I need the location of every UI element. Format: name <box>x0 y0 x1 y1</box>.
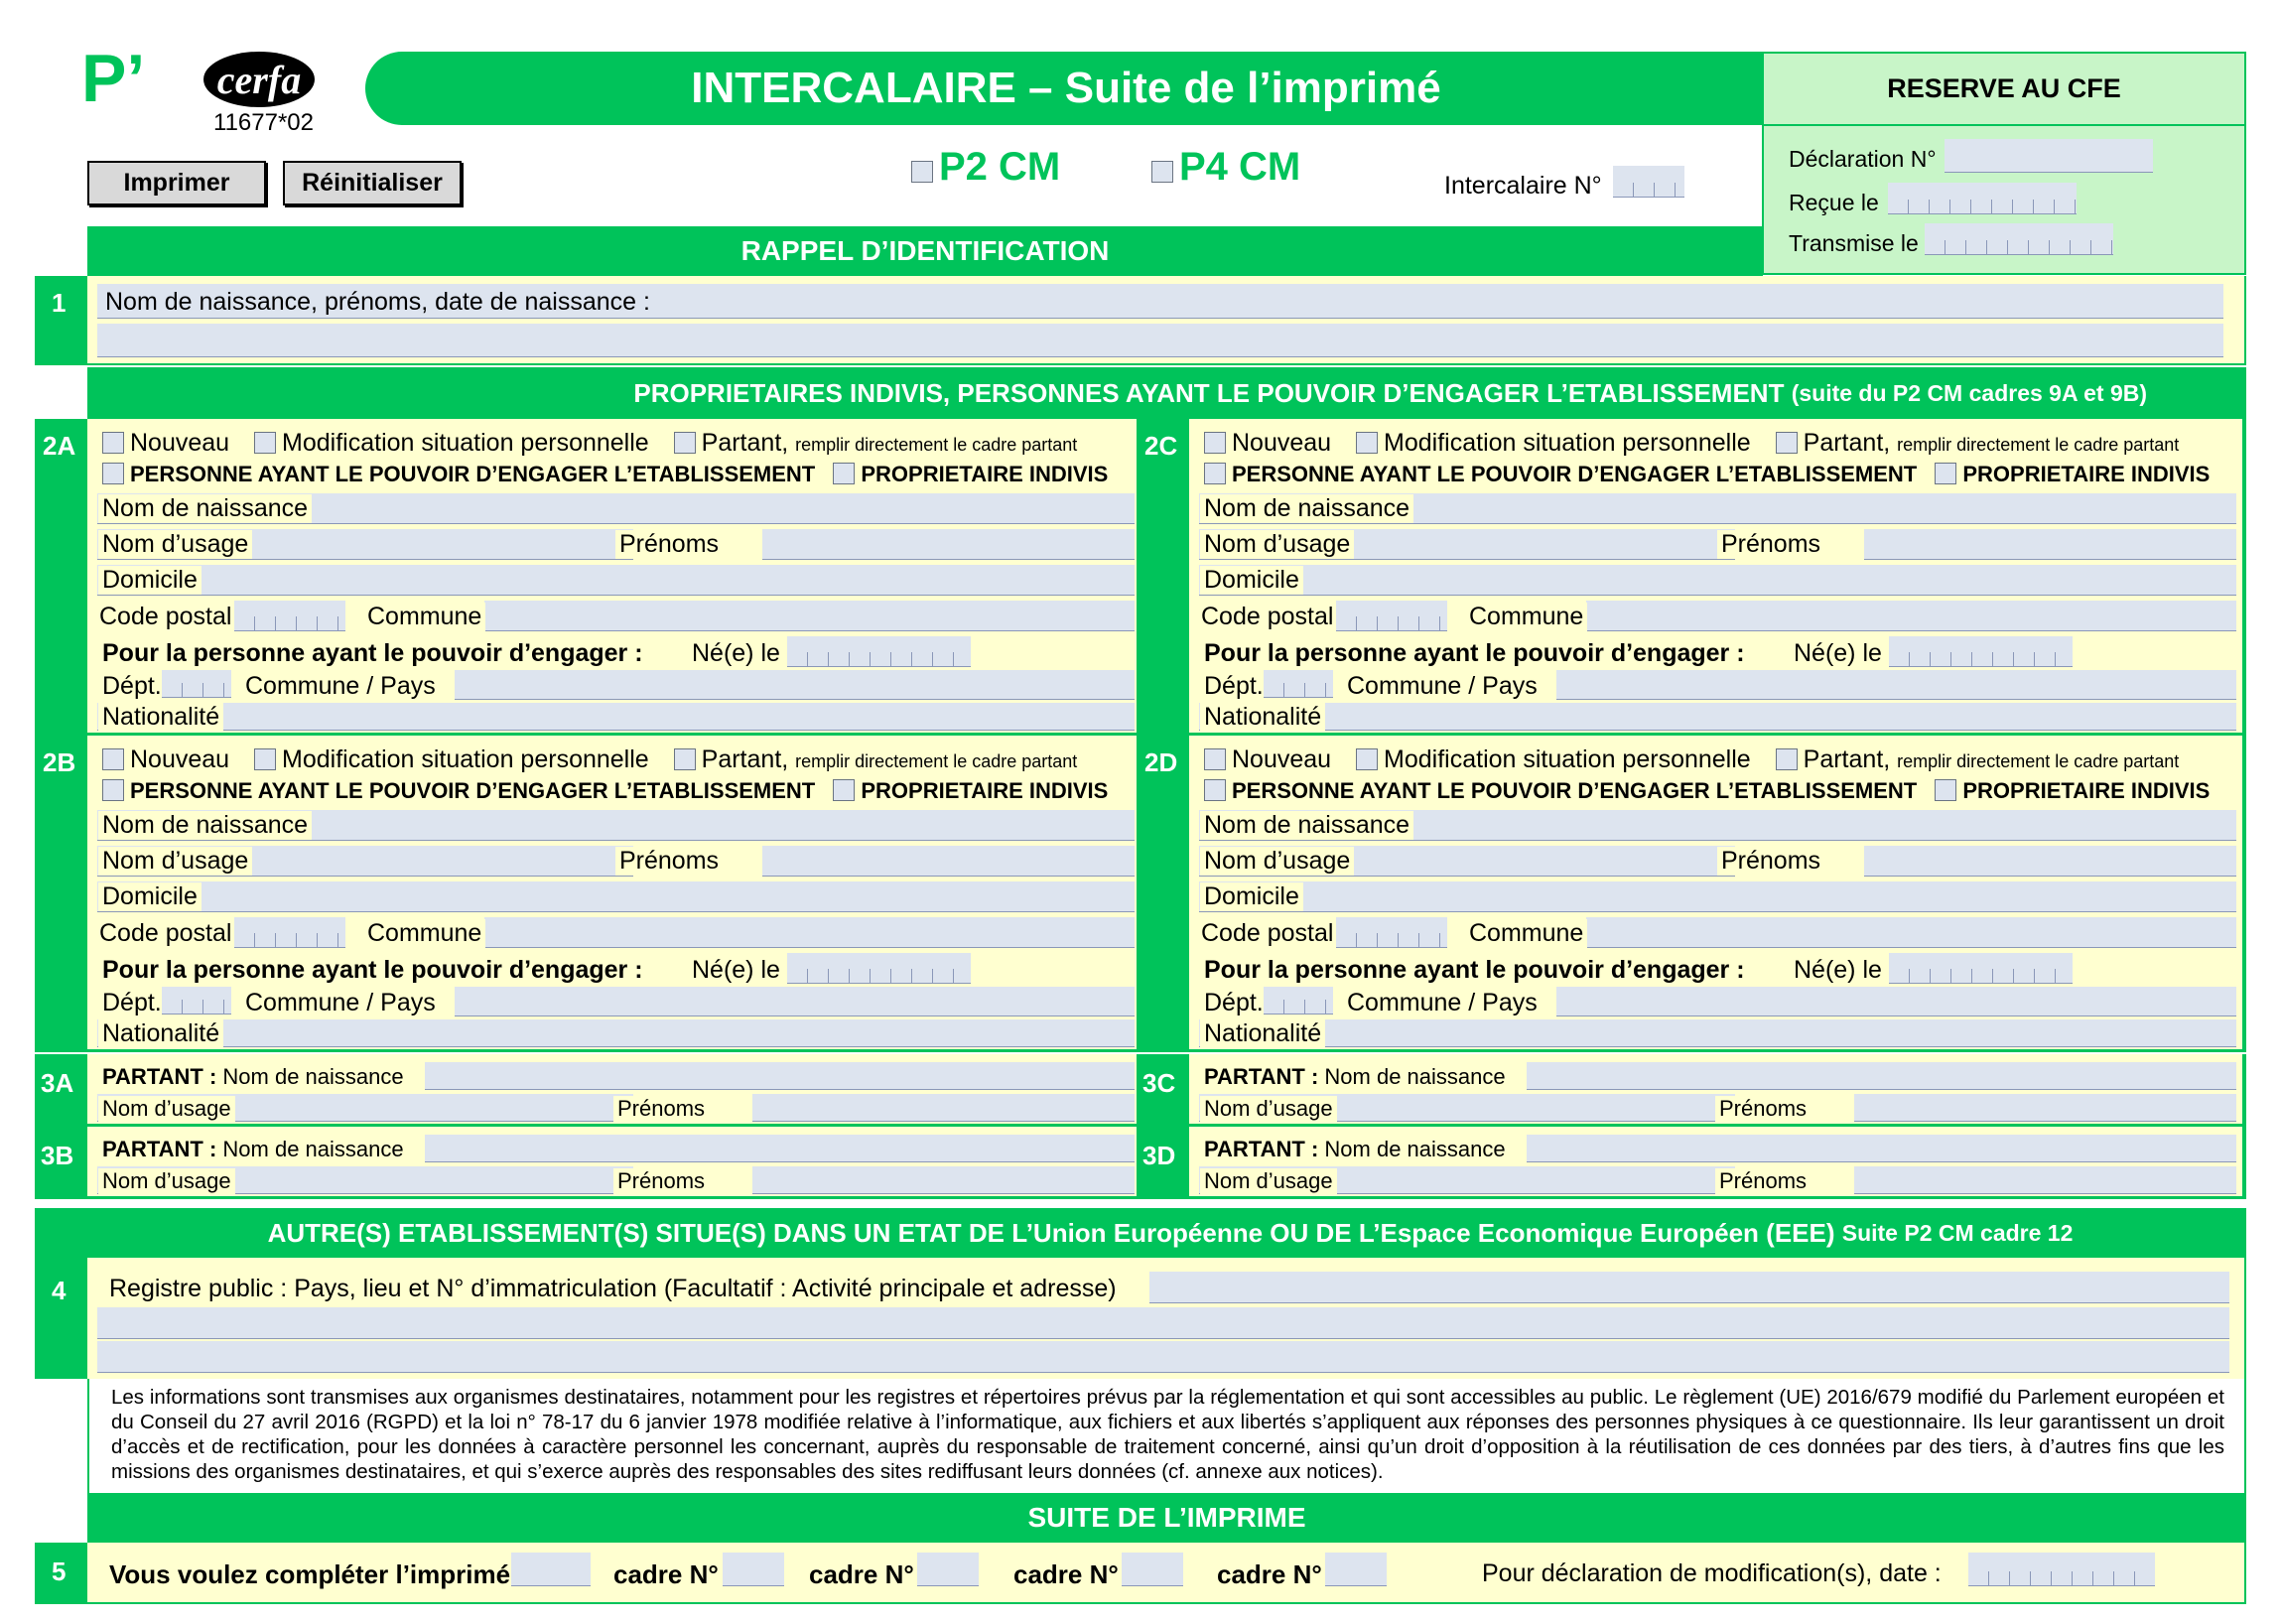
pouvoir-checkbox[interactable] <box>102 779 124 801</box>
partant-option[interactable] <box>1776 745 2180 773</box>
partant-nom-label: Nom de naissance <box>1324 1137 1506 1161</box>
code-postal-input[interactable] <box>1336 601 1447 631</box>
row-5-tab <box>35 1543 87 1604</box>
proprietaires-header <box>87 367 2246 419</box>
partant-note: remplir directement le cadre partant <box>795 751 1078 771</box>
dept-label: Dépt. <box>1200 672 1268 701</box>
transmise-date-input[interactable] <box>1925 223 2113 255</box>
partant-nom-label: Nom de naissance <box>222 1064 404 1089</box>
modification-label: Modification situation personnelle <box>282 429 649 457</box>
code-postal-label: Code postal <box>95 603 235 631</box>
row-5-number: 5 <box>52 1556 67 1586</box>
indivis-checkbox[interactable] <box>1935 463 1956 484</box>
domicile-label: Domicile <box>1200 882 1303 911</box>
registre-input-line-1[interactable] <box>1149 1272 2229 1303</box>
person-block-id: 2D <box>1144 747 1178 777</box>
partant-label: Partant, <box>1803 745 1891 773</box>
prenoms-input[interactable] <box>1864 529 2236 560</box>
pouvoir-checkbox[interactable] <box>1204 779 1226 801</box>
partant-block-a-tab <box>35 1054 87 1127</box>
domicile-input[interactable] <box>1199 565 2236 596</box>
rappel-header <box>87 226 1763 276</box>
legal-text: Les informations sont transmises aux organismes destinataires, notamment pour les registres et répertoires prévus par la réglementation et qui sont accessibles au public. Le règlement (UE) 2016/679 modifié du Parlement européen et du Conseil du 27 avril 2016 (RGPD) et la loi n° 78-17 du 6 janvier 1978 modifiée relative à l’informatique, aux fichiers et aux libertés s’appliquent aux réponses des personnes physiques à ce questionnaire. Ils leur garantissent un droit d’accès et de rectification, pour les données à caractère personnel les concernant, auprès du responsable de traitement concerné, ainsi qu’un droit d’opposition à la réutilisation de ces données par des tiers, à d’autres fins que les missions des organismes destinataires, et qui s’exerce auprès des responsables des sites rediffusant leurs données (cf. annexe aux notices). <box>111 1386 2224 1483</box>
pouvoir-option[interactable] <box>1204 778 1917 803</box>
partant-option[interactable] <box>674 745 1078 773</box>
commune-pays-input[interactable] <box>1556 987 2236 1016</box>
recue-date-input[interactable] <box>1888 183 2077 214</box>
indivis-option[interactable] <box>1935 462 2210 486</box>
code-postal-label: Code postal <box>1197 603 1337 631</box>
commune-input[interactable] <box>1586 917 2236 948</box>
naissance-date-input[interactable] <box>787 953 971 984</box>
pour-personne-label: Pour la personne ayant le pouvoir d’engager : <box>98 639 647 668</box>
imprime-input[interactable] <box>511 1553 591 1586</box>
code-postal-input[interactable] <box>1336 917 1447 948</box>
nom-usage-label: Nom d’usage <box>1200 847 1354 876</box>
nationalite-input[interactable] <box>1199 1019 2236 1047</box>
indivis-checkbox[interactable] <box>833 779 855 801</box>
nom-usage-label: Nom d’usage <box>98 847 252 876</box>
dept-label: Dépt. <box>1200 989 1268 1017</box>
cerfa-logo-text: cerfa <box>216 57 302 102</box>
prenoms-label: Prénoms <box>1717 847 1824 876</box>
partant-block-d-tab <box>1137 1127 1189 1199</box>
nationalite-label: Nationalité <box>1200 703 1325 732</box>
nouveau-option[interactable] <box>102 745 229 773</box>
cadre-input-4[interactable] <box>1325 1553 1387 1586</box>
commune-input[interactable] <box>484 917 1135 948</box>
partant-nom-naissance-label <box>98 1064 408 1090</box>
indivis-option[interactable] <box>833 778 1108 803</box>
person-block-c-tab <box>1137 419 1189 736</box>
option-row-2 <box>102 462 1108 487</box>
domicile-label: Domicile <box>98 882 201 911</box>
completer-label: Vous voulez compléter l’imprimé <box>109 1559 511 1589</box>
partant-nom-naissance-input[interactable] <box>1527 1062 2236 1090</box>
declaration-label: Déclaration N° <box>1789 146 1937 172</box>
partant-prenoms-input[interactable] <box>752 1166 1135 1194</box>
partant-checkbox[interactable] <box>674 748 696 770</box>
partant-nom-naissance-input[interactable] <box>1527 1135 2236 1162</box>
partant-label: Partant, <box>701 745 789 773</box>
person-block-d <box>1189 736 2246 1052</box>
pouvoir-label: PERSONNE AYANT LE POUVOIR D’ENGAGER L’ETABLISSEMENT <box>130 778 816 803</box>
partant-prenoms-input[interactable] <box>752 1094 1135 1122</box>
cadre-input-3[interactable] <box>1122 1553 1183 1586</box>
person-block-id: 2A <box>43 431 76 461</box>
nom-usage-label: Nom d’usage <box>98 530 252 559</box>
option-row-2 <box>1204 462 2210 487</box>
partant-label: Partant, <box>1803 429 1891 457</box>
partant-prenoms-label: Prénoms <box>1715 1096 1811 1122</box>
nom-naissance-label: Nom de naissance <box>98 494 312 523</box>
row-1-number: 1 <box>52 288 67 318</box>
partant-nom-usage-label: Nom d’usage <box>1200 1096 1337 1122</box>
reserve-cfe-box <box>1762 52 2246 275</box>
nationalite-label: Nationalité <box>98 1019 223 1048</box>
pouvoir-option[interactable] <box>102 462 815 486</box>
commune-pays-label: Commune / Pays <box>241 989 440 1017</box>
p-mark: P’ <box>81 41 146 116</box>
reserve-cfe-title: RESERVE AU CFE <box>1764 54 2244 126</box>
cadre-label-2: cadre N° <box>809 1559 914 1589</box>
option-row-2 <box>102 778 1108 804</box>
partant-nom-usage-label: Nom d’usage <box>1200 1168 1337 1194</box>
pouvoir-label: PERSONNE AYANT LE POUVOIR D’ENGAGER L’ETABLISSEMENT <box>130 462 816 486</box>
dept-input[interactable] <box>162 670 231 698</box>
partant-nom-naissance-label <box>1200 1064 1510 1090</box>
partant-block-id: 3D <box>1142 1141 1176 1170</box>
modification-label: Modification situation personnelle <box>1384 429 1751 457</box>
pouvoir-label: PERSONNE AYANT LE POUVOIR D’ENGAGER L’ETABLISSEMENT <box>1232 778 1918 803</box>
nouveau-label: Nouveau <box>1232 745 1332 773</box>
autres-title-suffix: Suite P2 CM cadre 12 <box>1841 1219 2074 1246</box>
naissance-date-input[interactable] <box>787 636 971 667</box>
nom-naissance-label: Nom de naissance <box>1200 494 1413 523</box>
title-banner <box>365 52 1767 125</box>
legal-notice <box>87 1379 2246 1493</box>
autres-header <box>35 1208 2246 1258</box>
partant-checkbox[interactable] <box>1776 432 1798 454</box>
commune-label: Commune <box>1465 603 1587 631</box>
modification-checkbox[interactable] <box>254 432 276 454</box>
partant-bold-label: PARTANT : <box>1204 1137 1319 1161</box>
modification-option[interactable] <box>254 745 649 773</box>
partant-prenoms-label: Prénoms <box>613 1096 709 1122</box>
cerfa-logo <box>203 52 315 107</box>
indivis-option[interactable] <box>1935 778 2210 803</box>
prenoms-label: Prénoms <box>1717 530 1824 559</box>
cadre-label-3: cadre N° <box>1013 1559 1119 1589</box>
indivis-label: PROPRIETAIRE INDIVIS <box>1962 778 2211 803</box>
row-1-tab <box>35 276 87 365</box>
commune-pays-input[interactable] <box>1556 670 2236 700</box>
transmise-label: Transmise le <box>1789 230 1919 256</box>
domicile-input[interactable] <box>97 881 1135 912</box>
option-row-1 <box>1204 429 2179 458</box>
partant-nom-label: Nom de naissance <box>1324 1064 1506 1089</box>
partant-prenoms-input[interactable] <box>1854 1094 2236 1122</box>
nouveau-label: Nouveau <box>130 745 230 773</box>
partant-nom-usage-label: Nom d’usage <box>98 1096 235 1122</box>
rappel-body <box>87 276 2246 365</box>
cadre-input-1[interactable] <box>723 1553 784 1586</box>
recue-label: Reçue le <box>1789 190 1879 215</box>
rappel-title: RAPPEL D’IDENTIFICATION <box>740 235 1110 266</box>
person-block-id: 2C <box>1144 431 1178 461</box>
identification-input-line-2[interactable] <box>97 324 2223 357</box>
person-block-d-tab <box>1137 736 1189 1052</box>
partant-block-c <box>1189 1054 2246 1127</box>
modification-option[interactable] <box>254 429 649 457</box>
person-block-a-tab <box>35 419 87 736</box>
modification-option[interactable] <box>1356 429 1751 457</box>
dept-input[interactable] <box>1264 670 1333 698</box>
partant-block-d <box>1189 1127 2246 1199</box>
partant-checkbox[interactable] <box>674 432 696 454</box>
ne-le-label: Né(e) le <box>1790 956 1886 985</box>
commune-pays-label: Commune / Pays <box>1343 989 1542 1017</box>
dept-label: Dépt. <box>98 672 166 701</box>
page-title: INTERCALAIRE – Suite de l’imprimé <box>691 64 1441 112</box>
cadre-label-4: cadre N° <box>1217 1559 1322 1589</box>
partant-option[interactable] <box>674 429 1078 457</box>
partant-block-b <box>87 1127 1144 1199</box>
nationalite-input[interactable] <box>97 703 1135 731</box>
p4cm-option[interactable] <box>1151 145 1300 190</box>
person-block-a <box>87 419 1144 736</box>
nationalite-input[interactable] <box>1199 703 2236 731</box>
p4cm-checkbox[interactable] <box>1151 161 1173 183</box>
modification-checkbox[interactable] <box>1356 432 1378 454</box>
pour-personne-label: Pour la personne ayant le pouvoir d’engager : <box>1200 956 1749 985</box>
option-row-1 <box>102 745 1077 774</box>
indivis-checkbox[interactable] <box>1935 779 1956 801</box>
partant-note: remplir directement le cadre partant <box>1897 435 2180 455</box>
indivis-label: PROPRIETAIRE INDIVIS <box>1962 462 2211 486</box>
partant-bold-label: PARTANT : <box>102 1137 217 1161</box>
registre-label: Registre public : Pays, lieu et N° d’immatriculation (Facultatif : Activité principale et adresse) <box>105 1275 1121 1303</box>
nouveau-checkbox[interactable] <box>102 748 124 770</box>
domicile-label: Domicile <box>98 566 201 595</box>
nom-naissance-label: Nom de naissance <box>98 811 312 840</box>
intercalaire-label: Intercalaire N° <box>1444 172 1602 200</box>
partant-label: Partant, <box>701 429 789 457</box>
nouveau-checkbox[interactable] <box>102 432 124 454</box>
partant-block-id: 3C <box>1142 1068 1176 1098</box>
nom-naissance-label: Nom de naissance <box>1200 811 1413 840</box>
naissance-date-input[interactable] <box>1889 636 2073 667</box>
nouveau-option[interactable] <box>1204 745 1331 773</box>
pour-personne-label: Pour la personne ayant le pouvoir d’engager : <box>1200 639 1749 668</box>
domicile-input[interactable] <box>1199 881 2236 912</box>
commune-input[interactable] <box>484 601 1135 631</box>
nouveau-option[interactable] <box>1204 429 1331 457</box>
nom-usage-label: Nom d’usage <box>1200 530 1354 559</box>
prenoms-input[interactable] <box>1864 846 2236 877</box>
nouveau-option[interactable] <box>102 429 229 457</box>
pour-personne-label: Pour la personne ayant le pouvoir d’engager : <box>98 956 647 985</box>
modification-label: Modification situation personnelle <box>282 745 649 773</box>
p4cm-label: P4 CM <box>1179 145 1301 189</box>
person-block-c <box>1189 419 2246 736</box>
p2cm-option[interactable] <box>911 145 1060 190</box>
suite-header <box>87 1493 2246 1543</box>
partant-note: remplir directement le cadre partant <box>795 435 1078 455</box>
pouvoir-checkbox[interactable] <box>102 463 124 484</box>
p2cm-checkbox[interactable] <box>911 161 933 183</box>
partant-option[interactable] <box>1776 429 2180 457</box>
code-postal-input[interactable] <box>234 917 345 948</box>
row-4-number: 4 <box>52 1276 67 1305</box>
indivis-option[interactable] <box>833 462 1108 486</box>
nationalite-label: Nationalité <box>98 703 223 732</box>
person-block-b <box>87 736 1144 1052</box>
partant-nom-naissance-label <box>98 1137 408 1162</box>
option-row-1 <box>102 429 1077 458</box>
partant-block-id: 3A <box>41 1068 74 1098</box>
modification-checkbox[interactable] <box>254 748 276 770</box>
commune-label: Commune <box>363 603 485 631</box>
partant-prenoms-label: Prénoms <box>1715 1168 1811 1194</box>
cadre-input-2[interactable] <box>917 1553 979 1586</box>
partant-prenoms-label: Prénoms <box>613 1168 709 1194</box>
person-block-id: 2B <box>43 747 76 777</box>
modification-checkbox[interactable] <box>1356 748 1378 770</box>
partant-block-c-tab <box>1137 1054 1189 1127</box>
partant-block-b-tab <box>35 1127 87 1199</box>
modification-option[interactable] <box>1356 745 1751 773</box>
commune-label: Commune <box>363 919 485 948</box>
naissance-date-input[interactable] <box>1889 953 2073 984</box>
indivis-label: PROPRIETAIRE INDIVIS <box>861 778 1109 803</box>
proprietaires-title: PROPRIETAIRES INDIVIS, PERSONNES AYANT LE POUVOIR D’ENGAGER L’ETABLISSEMENT <box>633 377 1785 408</box>
autres-title: AUTRE(S) ETABLISSEMENT(S) SITUE(S) DANS UN ETAT DE L’Union Européenne OU DE L’Espace Economique Européen (EEE) <box>267 1217 1835 1248</box>
pouvoir-checkbox[interactable] <box>1204 463 1226 484</box>
suite-body <box>87 1543 2246 1604</box>
dept-label: Dépt. <box>98 989 166 1017</box>
prenoms-label: Prénoms <box>615 847 723 876</box>
code-postal-input[interactable] <box>234 601 345 631</box>
pouvoir-option[interactable] <box>102 778 815 803</box>
code-postal-label: Code postal <box>1197 919 1337 948</box>
commune-pays-input[interactable] <box>455 987 1135 1016</box>
registre-input-line-2[interactable] <box>97 1307 2229 1339</box>
nouveau-checkbox[interactable] <box>1204 432 1226 454</box>
partant-block-id: 3B <box>41 1141 74 1170</box>
reset-button[interactable]: Réinitialiser <box>283 161 462 205</box>
partant-checkbox[interactable] <box>1776 748 1798 770</box>
ne-le-label: Né(e) le <box>1790 639 1886 668</box>
commune-pays-label: Commune / Pays <box>241 672 440 701</box>
partant-prenoms-input[interactable] <box>1854 1166 2236 1194</box>
domicile-label: Domicile <box>1200 566 1303 595</box>
ne-le-label: Né(e) le <box>688 956 784 985</box>
row-4-tab <box>35 1258 87 1379</box>
prenoms-input[interactable] <box>762 529 1135 560</box>
autres-body <box>87 1258 2246 1379</box>
partant-nom-label: Nom de naissance <box>222 1137 404 1161</box>
suite-title: SUITE DE L’IMPRIME <box>1027 1502 1306 1533</box>
p2cm-label: P2 CM <box>939 145 1061 189</box>
partant-nom-naissance-label <box>1200 1137 1510 1162</box>
intercalaire-number-input[interactable] <box>1613 166 1684 198</box>
prenoms-input[interactable] <box>762 846 1135 877</box>
modification-label: Modification situation personnelle <box>1384 745 1751 773</box>
partant-bold-label: PARTANT : <box>1204 1064 1319 1089</box>
nationalite-input[interactable] <box>97 1019 1135 1047</box>
nouveau-checkbox[interactable] <box>1204 748 1226 770</box>
person-block-b-tab <box>35 736 87 1052</box>
form-number: 11677*02 <box>213 109 314 136</box>
modification-date-input[interactable] <box>1968 1553 2155 1586</box>
partant-nom-naissance-input[interactable] <box>425 1062 1135 1090</box>
partant-bold-label: PARTANT : <box>102 1064 217 1089</box>
nouveau-label: Nouveau <box>130 429 230 457</box>
commune-label: Commune <box>1465 919 1587 948</box>
commune-pays-label: Commune / Pays <box>1343 672 1542 701</box>
domicile-input[interactable] <box>97 565 1135 596</box>
registre-input-line-3[interactable] <box>97 1341 2229 1373</box>
declaration-number-input[interactable] <box>1945 139 2153 173</box>
commune-pays-input[interactable] <box>455 670 1135 700</box>
pouvoir-option[interactable] <box>1204 462 1917 486</box>
proprietaires-title-suffix: (suite du P2 CM cadres 9A et 9B) <box>1791 379 2147 406</box>
code-postal-label: Code postal <box>95 919 235 948</box>
nationalite-label: Nationalité <box>1200 1019 1325 1048</box>
option-row-2 <box>1204 778 2210 804</box>
dept-input[interactable] <box>1264 987 1333 1015</box>
option-row-1 <box>1204 745 2179 774</box>
pouvoir-label: PERSONNE AYANT LE POUVOIR D’ENGAGER L’ETABLISSEMENT <box>1232 462 1918 486</box>
modification-date-label: Pour déclaration de modification(s), date : <box>1482 1559 1942 1587</box>
print-button[interactable]: Imprimer <box>87 161 266 205</box>
commune-input[interactable] <box>1586 601 2236 631</box>
dept-input[interactable] <box>162 987 231 1015</box>
indivis-checkbox[interactable] <box>833 463 855 484</box>
identification-label: Nom de naissance, prénoms, date de naissance : <box>101 288 654 317</box>
partant-nom-naissance-input[interactable] <box>425 1135 1135 1162</box>
ne-le-label: Né(e) le <box>688 639 784 668</box>
prenoms-label: Prénoms <box>615 530 723 559</box>
partant-note: remplir directement le cadre partant <box>1897 751 2180 771</box>
partant-block-a <box>87 1054 1144 1127</box>
indivis-label: PROPRIETAIRE INDIVIS <box>861 462 1109 486</box>
cadre-label-1: cadre N° <box>613 1559 719 1589</box>
partant-nom-usage-label: Nom d’usage <box>98 1168 235 1194</box>
nouveau-label: Nouveau <box>1232 429 1332 457</box>
